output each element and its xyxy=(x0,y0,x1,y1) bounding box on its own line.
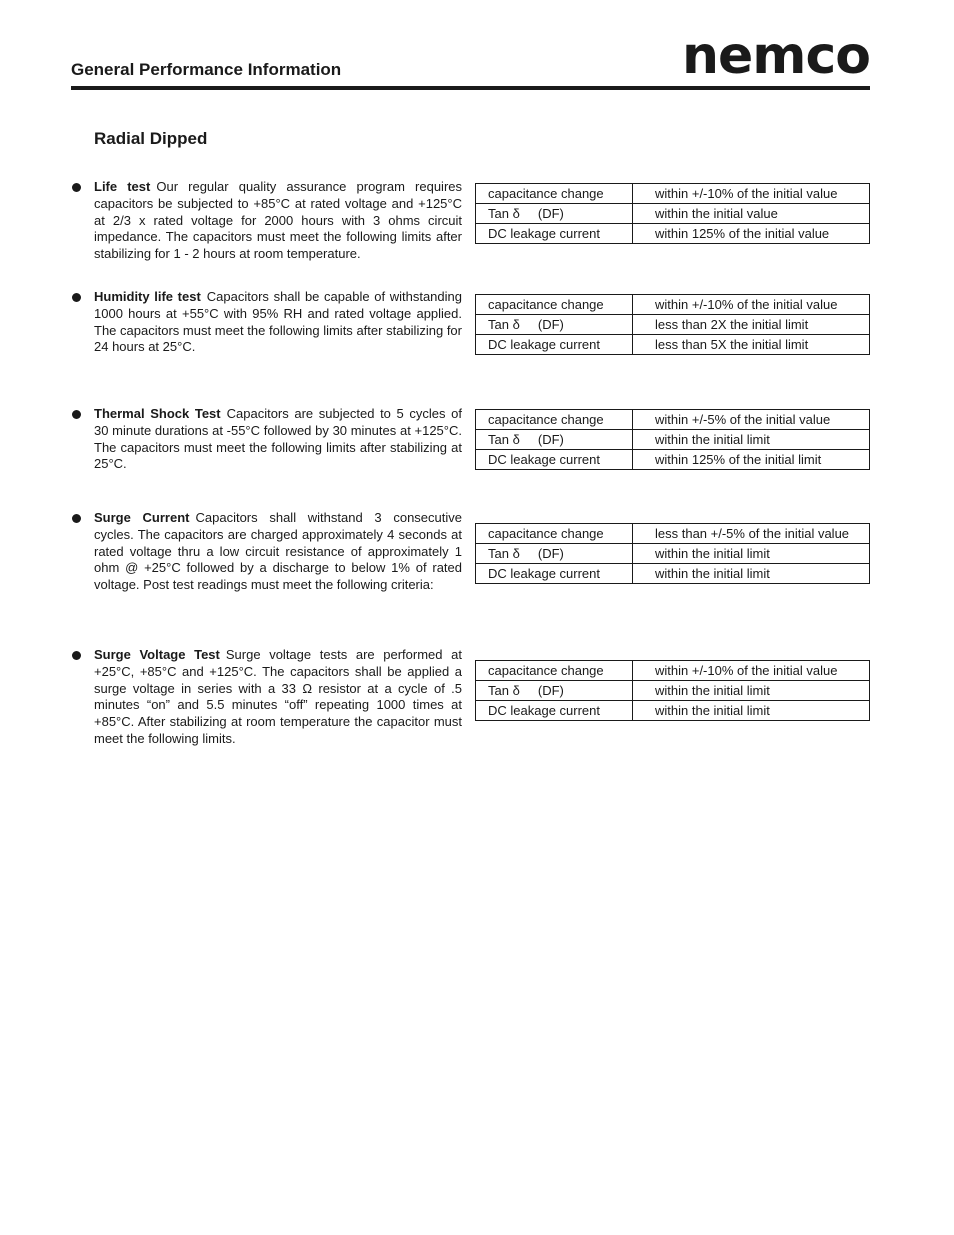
table-cell-limit: within +/-10% of the initial value xyxy=(633,295,870,315)
item-title: Surge Current xyxy=(94,510,190,525)
spec-table xyxy=(475,523,870,584)
item-description xyxy=(94,289,462,356)
table-row xyxy=(476,544,870,564)
section-title: Radial Dipped xyxy=(94,129,208,148)
item-title: Life test xyxy=(94,179,151,194)
bullet-icon xyxy=(72,514,81,523)
item-text: Our regular quality assurance program requires capacitors be subjected to +85°C at rated voltage and +125°C at 2/3 x rated voltage for 2000 hours with 3 ohms circuit impedance. The capacitors must meet the following limits after stabilizing for 1 - 2 hours at room temperature. xyxy=(94,179,462,262)
table-row xyxy=(476,410,870,430)
table-cell-parameter: DC leakage current xyxy=(476,335,633,355)
item-description xyxy=(94,647,462,748)
table-cell-parameter: DC leakage current xyxy=(476,224,633,244)
table-cell-limit: within the initial limit xyxy=(633,544,870,564)
item-title: Thermal Shock Test xyxy=(94,406,221,421)
table-cell-parameter: capacitance change xyxy=(476,295,633,315)
table-cell-limit: within 125% of the initial limit xyxy=(633,450,870,470)
table-cell-parameter: Tan δ (DF) xyxy=(476,544,633,564)
table-cell-limit: within 125% of the initial value xyxy=(633,224,870,244)
table-cell-parameter: Tan δ (DF) xyxy=(476,204,633,224)
table-row xyxy=(476,681,870,701)
table-cell-limit: within the initial limit xyxy=(633,681,870,701)
table-cell-parameter: Tan δ (DF) xyxy=(476,681,633,701)
item-description xyxy=(94,406,462,473)
bullet-icon xyxy=(72,651,81,660)
table-cell-parameter: capacitance change xyxy=(476,661,633,681)
table-row xyxy=(476,204,870,224)
spec-table xyxy=(475,409,870,470)
item-text: Surge voltage tests are performed at +25°C, +85°C and +125°C. The capacitors shall be applied a surge voltage in series with a 33 Ω resistor at a cycle of .5 minutes “on” and 5.5 minutes “off” repeating 1000 times at +85°C. After stabilizing at room temperature the capacitor must meet the following limits. xyxy=(94,647,462,746)
table-row xyxy=(476,224,870,244)
table-cell-parameter: capacitance change xyxy=(476,184,633,204)
table-row xyxy=(476,701,870,721)
table-row xyxy=(476,295,870,315)
item-title: Surge Voltage Test xyxy=(94,647,220,662)
table-cell-limit: within the initial value xyxy=(633,204,870,224)
nemco-logo: nemco xyxy=(681,26,870,86)
table-row xyxy=(476,184,870,204)
table-cell-limit: within +/-5% of the initial value xyxy=(633,410,870,430)
bullet-icon xyxy=(72,410,81,419)
item-title: Humidity life test xyxy=(94,289,201,304)
spec-table xyxy=(475,660,870,721)
table-cell-limit: within +/-10% of the initial value xyxy=(633,184,870,204)
table-cell-limit: within the initial limit xyxy=(633,430,870,450)
table-row xyxy=(476,335,870,355)
table-cell-limit: less than +/-5% of the initial value xyxy=(633,524,870,544)
table-row xyxy=(476,450,870,470)
item-text: Capacitors shall withstand 3 consecutive cycles. The capacitors are charged approximately 4 seconds at rated voltage thru a low circuit resistance of approximately 1 ohm @ +25°C followed by a discharge to below 1% of rated voltage. Post test readings must meet the following criteria: xyxy=(94,510,462,593)
spec-table xyxy=(475,294,870,355)
bullet-icon xyxy=(72,183,81,192)
item-text: Capacitors are subjected to 5 cycles of 30 minute durations at -55°C followed by 30 minutes at +125°C. The capacitors must meet the following limits after stabilizing at 25°C. xyxy=(94,406,462,472)
table-cell-parameter: DC leakage current xyxy=(476,450,633,470)
table-cell-parameter: DC leakage current xyxy=(476,564,633,584)
item-description xyxy=(94,179,462,263)
table-cell-limit: less than 2X the initial limit xyxy=(633,315,870,335)
table-cell-parameter: DC leakage current xyxy=(476,701,633,721)
table-cell-parameter: capacitance change xyxy=(476,410,633,430)
table-cell-parameter: Tan δ (DF) xyxy=(476,430,633,450)
bullet-icon xyxy=(72,293,81,302)
table-row xyxy=(476,524,870,544)
table-cell-limit: within +/-10% of the initial value xyxy=(633,661,870,681)
table-cell-parameter: Tan δ (DF) xyxy=(476,315,633,335)
item-text: Capacitors shall be capable of withstanding 1000 hours at +55°C with 95% RH and rated voltage applied. The capacitors must meet the following limits after stabilizing for 24 hours at 25°C. xyxy=(94,289,462,355)
table-cell-limit: less than 5X the initial limit xyxy=(633,335,870,355)
table-row xyxy=(476,430,870,450)
page-header-title: General Performance Information xyxy=(71,60,342,79)
item-description xyxy=(94,510,462,594)
table-row xyxy=(476,661,870,681)
header-rule xyxy=(71,86,870,90)
table-cell-limit: within the initial limit xyxy=(633,564,870,584)
table-cell-parameter: capacitance change xyxy=(476,524,633,544)
table-row xyxy=(476,564,870,584)
spec-table xyxy=(475,183,870,244)
table-cell-limit: within the initial limit xyxy=(633,701,870,721)
table-row xyxy=(476,315,870,335)
